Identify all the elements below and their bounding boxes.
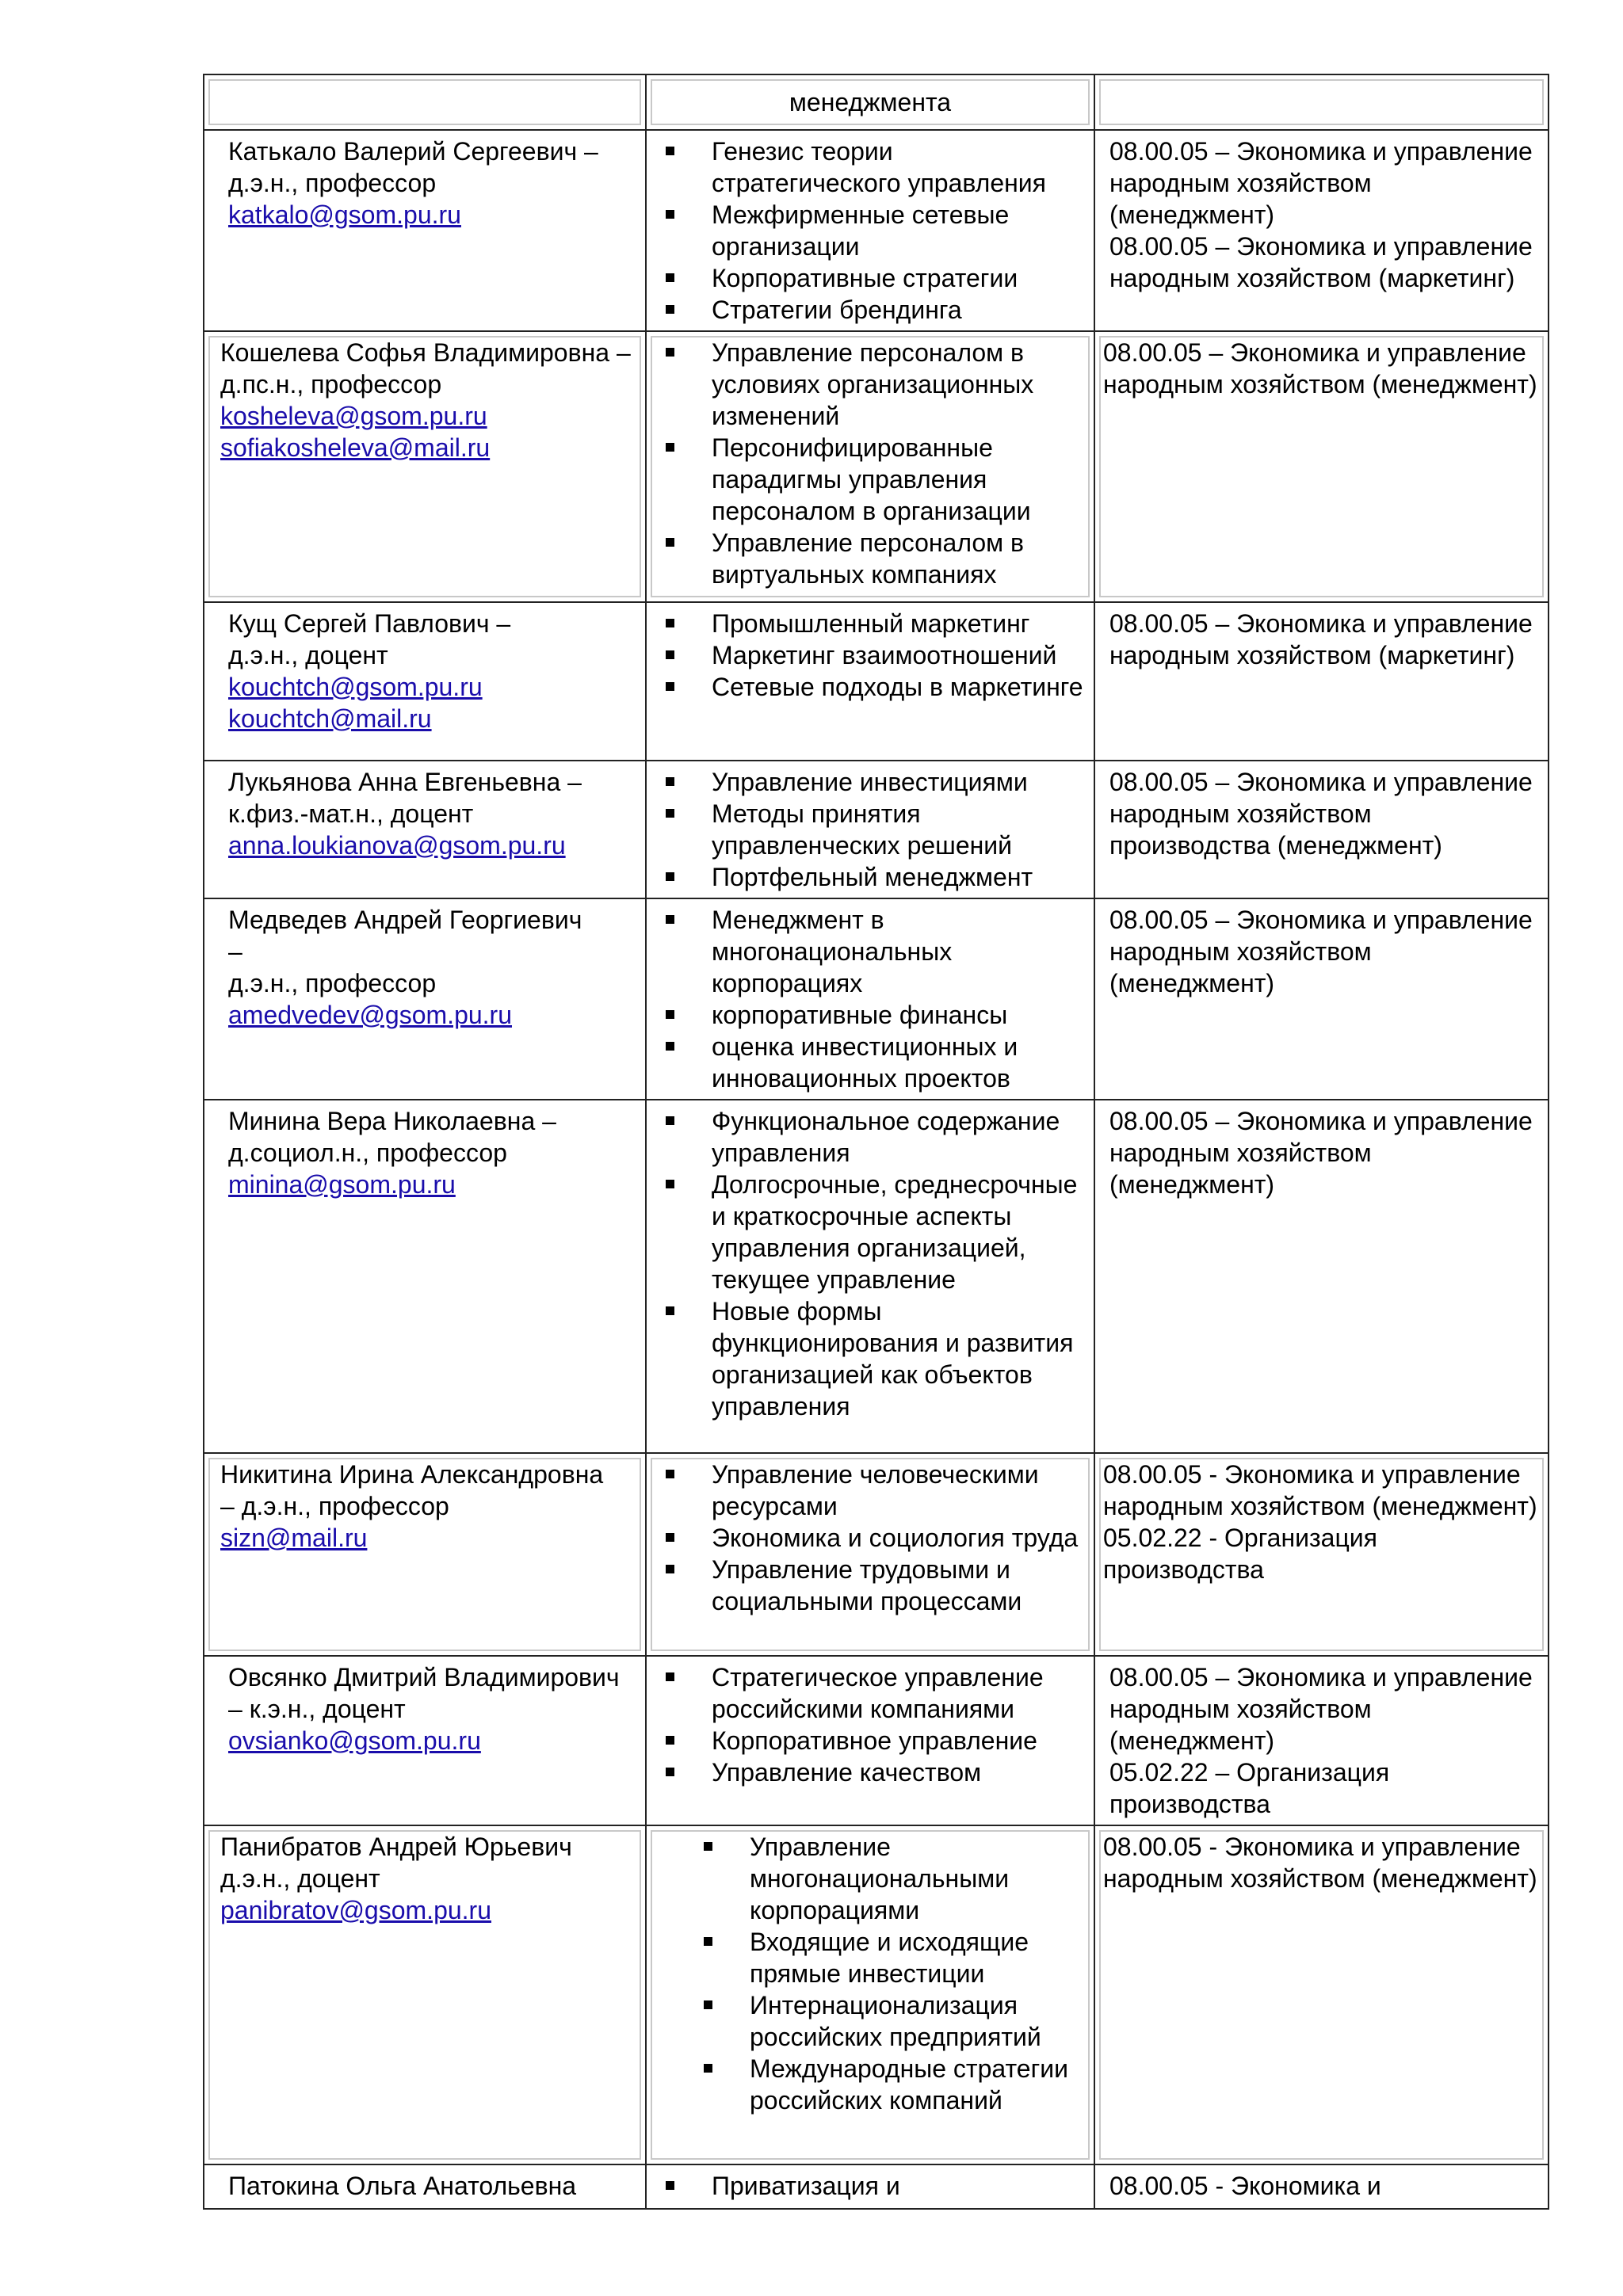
topic-item: Международные стратегии российских компаний xyxy=(647,2053,1086,2116)
person-name-line: к.физ.-мат.н., доцент xyxy=(228,799,474,828)
topic-item: Экономика и социология труда xyxy=(647,1522,1086,1554)
email-link[interactable]: kouchtch@mail.ru xyxy=(228,704,432,733)
email-link[interactable]: panibratov@gsom.pu.ru xyxy=(220,1896,491,1924)
topic-item: корпоративные финансы xyxy=(647,999,1086,1031)
topics-list xyxy=(647,1100,1094,1427)
person-name-line: д.э.н., доцент xyxy=(228,641,388,669)
specialty-list xyxy=(1095,1454,1548,1590)
topic-item: Менеджмент в многонациональных корпорациях xyxy=(647,904,1086,999)
supervisors-table xyxy=(203,74,1549,2210)
specialty-list xyxy=(1095,603,1548,676)
specialty-cell xyxy=(1094,331,1549,602)
specialty-list xyxy=(1095,1100,1548,1205)
topic-item: Управление инвестициями xyxy=(647,766,1086,798)
table-row xyxy=(204,2164,1549,2209)
person-info xyxy=(204,603,645,739)
topic-item: Корпоративные стратегии xyxy=(647,262,1086,294)
topics-cell xyxy=(646,2164,1094,2209)
person-name-line: д.социол.н., профессор xyxy=(228,1138,507,1167)
topic-item: оценка инвестиционных и инновационных проектов xyxy=(647,1031,1086,1094)
specialty-text: 08.00.05 – Экономика и управление народным хозяйством производства (менеджмент) xyxy=(1109,768,1533,860)
topics-cell xyxy=(646,1100,1094,1453)
email-link[interactable]: sofiakosheleva@mail.ru xyxy=(220,433,491,462)
topics-cell xyxy=(646,331,1094,602)
cell-text: менеджмента xyxy=(789,88,952,116)
table-row xyxy=(204,331,1549,602)
topics-list xyxy=(647,1657,1094,1793)
person-name-line: Панибратов Андрей Юрьевич xyxy=(220,1833,572,1861)
person-name-line: – xyxy=(228,937,242,966)
specialty-list xyxy=(1095,332,1548,405)
email-link[interactable]: kouchtch@gsom.pu.ru xyxy=(228,673,483,701)
topic-item: Управление персоналом в виртуальных компаниях xyxy=(647,527,1086,590)
specialty-cell xyxy=(1094,898,1549,1100)
topics-list xyxy=(647,1454,1094,1622)
table-row xyxy=(204,761,1549,898)
specialty-list xyxy=(1095,1826,1548,1899)
topic-item: Стратегии брендинга xyxy=(647,294,1086,326)
person-info xyxy=(204,131,645,235)
topic-item: Управление многонациональными корпорациями xyxy=(647,1831,1086,1926)
topic-item: Стратегическое управление российскими компаниями xyxy=(647,1661,1086,1725)
specialty-list xyxy=(1095,2165,1548,2206)
specialty-cell xyxy=(1094,761,1549,898)
specialty-cell xyxy=(1094,1656,1549,1825)
email-link[interactable]: anna.loukianova@gsom.pu.ru xyxy=(228,831,566,860)
table-row xyxy=(204,1656,1549,1825)
table-cell xyxy=(1094,74,1549,130)
table-row xyxy=(204,1453,1549,1656)
topic-item: Методы принятия управленческих решений xyxy=(647,798,1086,861)
person-cell xyxy=(204,2164,646,2209)
specialty-text: 08.00.05 – Экономика и управление народным хозяйством (менеджмент) xyxy=(1103,338,1537,399)
email-link[interactable]: ovsianko@gsom.pu.ru xyxy=(228,1726,481,1755)
topic-item: Генезис теории стратегического управления xyxy=(647,135,1086,199)
person-info xyxy=(204,1826,645,1931)
specialty-cell xyxy=(1094,1453,1549,1656)
table-row xyxy=(204,1100,1549,1453)
person-name-line: Овсянко Дмитрий Владимирович xyxy=(228,1663,620,1691)
table-row xyxy=(204,898,1549,1100)
topic-item: Персонифицированные парадигмы управления персоналом в организации xyxy=(647,432,1086,527)
topic-item: Маркетинг взаимоотношений xyxy=(647,639,1086,671)
topic-item: Управление трудовыми и социальными процессами xyxy=(647,1554,1086,1617)
table-cell xyxy=(646,74,1094,130)
topics-list xyxy=(647,1826,1094,2121)
person-name-line: Медведев Андрей Георгиевич xyxy=(228,906,582,934)
specialty-cell xyxy=(1094,1825,1549,2164)
person-name-line: Лукьянова Анна Евгеньевна – xyxy=(228,768,582,796)
topic-item: Входящие и исходящие прямые инвестиции xyxy=(647,1926,1086,1989)
topics-list xyxy=(647,603,1094,707)
specialty-list xyxy=(1095,761,1548,866)
topics-cell xyxy=(646,130,1094,331)
specialty-text: 08.00.05 – Экономика и управление народным хозяйством (менеджмент) xyxy=(1109,137,1533,229)
table-row xyxy=(204,602,1549,761)
topics-cell xyxy=(646,1453,1094,1656)
person-info xyxy=(204,899,645,1035)
topics-list xyxy=(647,761,1094,898)
topic-item: Межфирменные сетевые организации xyxy=(647,199,1086,262)
email-link[interactable]: minina@gsom.pu.ru xyxy=(228,1170,456,1199)
person-info xyxy=(204,332,645,468)
email-link[interactable]: amedvedev@gsom.pu.ru xyxy=(228,1001,512,1029)
email-link[interactable]: kosheleva@gsom.pu.ru xyxy=(220,402,487,430)
topics-list xyxy=(647,131,1094,330)
topics-list xyxy=(647,2165,1094,2206)
specialty-cell xyxy=(1094,2164,1549,2209)
topic-item: Корпоративное управление xyxy=(647,1725,1086,1756)
person-cell xyxy=(204,130,646,331)
person-name-line: – к.э.н., доцент xyxy=(228,1695,406,1723)
person-info xyxy=(204,761,645,866)
specialty-cell xyxy=(1094,602,1549,761)
person-cell xyxy=(204,331,646,602)
person-info xyxy=(204,1657,645,1761)
person-cell xyxy=(204,1453,646,1656)
person-cell xyxy=(204,898,646,1100)
specialty-text: 05.02.22 – Организация производства xyxy=(1109,1758,1390,1818)
table-cell xyxy=(204,74,646,130)
topic-item: Приватизация и xyxy=(647,2170,1086,2202)
topic-item: Сетевые подходы в маркетинге xyxy=(647,671,1086,703)
specialty-text: 08.00.05 - Экономика и xyxy=(1109,2172,1381,2200)
topics-cell xyxy=(646,602,1094,761)
topics-cell xyxy=(646,898,1094,1100)
specialty-text: 08.00.05 - Экономика и управление народным хозяйством (менеджмент) xyxy=(1103,1460,1537,1520)
topic-item: Интернационализация российских предприятий xyxy=(647,1989,1086,2053)
table-row-header-continuation xyxy=(204,74,1549,130)
topic-item: Управление персоналом в условиях организационных изменений xyxy=(647,337,1086,432)
topics-list xyxy=(647,899,1094,1099)
topic-item: Управление качеством xyxy=(647,1756,1086,1788)
specialty-text: 08.00.05 - Экономика и управление народным хозяйством (менеджмент) xyxy=(1103,1833,1537,1893)
topic-item: Промышленный маркетинг xyxy=(647,608,1086,639)
person-cell xyxy=(204,602,646,761)
email-link[interactable]: sizn@mail.ru xyxy=(220,1524,368,1552)
person-name-line: Никитина Ирина Александровна xyxy=(220,1460,604,1489)
person-name-line: д.э.н., доцент xyxy=(220,1864,380,1893)
email-link[interactable]: katkalo@gsom.pu.ru xyxy=(228,200,461,229)
person-cell xyxy=(204,761,646,898)
specialty-text: 08.00.05 – Экономика и управление народным хозяйством (маркетинг) xyxy=(1109,609,1533,669)
person-cell xyxy=(204,1100,646,1453)
topics-cell xyxy=(646,1656,1094,1825)
specialty-cell xyxy=(1094,130,1549,331)
specialty-text: 08.00.05 – Экономика и управление народным хозяйством (менеджмент) xyxy=(1109,1107,1533,1199)
topic-item: Управление человеческими ресурсами xyxy=(647,1459,1086,1522)
topic-item: Портфельный менеджмент xyxy=(647,861,1086,893)
person-info xyxy=(204,1454,645,1558)
person-name-line: Минина Вера Николаевна – xyxy=(228,1107,556,1135)
specialty-list xyxy=(1095,899,1548,1004)
person-name-line: – д.э.н., профессор xyxy=(220,1492,449,1520)
specialty-text: 08.00.05 – Экономика и управление народным хозяйством (менеджмент) xyxy=(1109,1663,1533,1755)
specialty-list xyxy=(1095,1657,1548,1825)
topics-list xyxy=(647,332,1094,595)
topic-item: Долгосрочные, среднесрочные и краткосрочные аспекты управления организацией, текущее управление xyxy=(647,1169,1086,1295)
specialty-list xyxy=(1095,131,1548,299)
person-name-line: Патокина Ольга Анатольевна xyxy=(228,2172,577,2200)
person-cell xyxy=(204,1825,646,2164)
person-name-line: Катькало Валерий Сергеевич – xyxy=(228,137,598,166)
topics-cell xyxy=(646,761,1094,898)
person-name-line: Кошелева Софья Владимировна – д.пс.н., профессор xyxy=(220,338,631,399)
table-row xyxy=(204,130,1549,331)
topic-item: Новые формы функционирования и развития организацией как объектов управления xyxy=(647,1295,1086,1422)
person-info xyxy=(204,1100,645,1205)
specialty-text: 08.00.05 – Экономика и управление народным хозяйством (менеджмент) xyxy=(1109,906,1533,997)
person-cell xyxy=(204,1656,646,1825)
specialty-cell xyxy=(1094,1100,1549,1453)
person-name-line: д.э.н., профессор xyxy=(228,969,437,997)
person-info xyxy=(204,2165,645,2206)
specialty-text: 05.02.22 - Организация производства xyxy=(1103,1524,1377,1584)
table-row xyxy=(204,1825,1549,2164)
topic-item: Функциональное содержание управления xyxy=(647,1105,1086,1169)
specialty-text: 08.00.05 – Экономика и управление народным хозяйством (маркетинг) xyxy=(1109,232,1533,292)
person-name-line: Кущ Сергей Павлович – xyxy=(228,609,511,638)
person-name-line: д.э.н., профессор xyxy=(228,169,437,197)
topics-cell xyxy=(646,1825,1094,2164)
